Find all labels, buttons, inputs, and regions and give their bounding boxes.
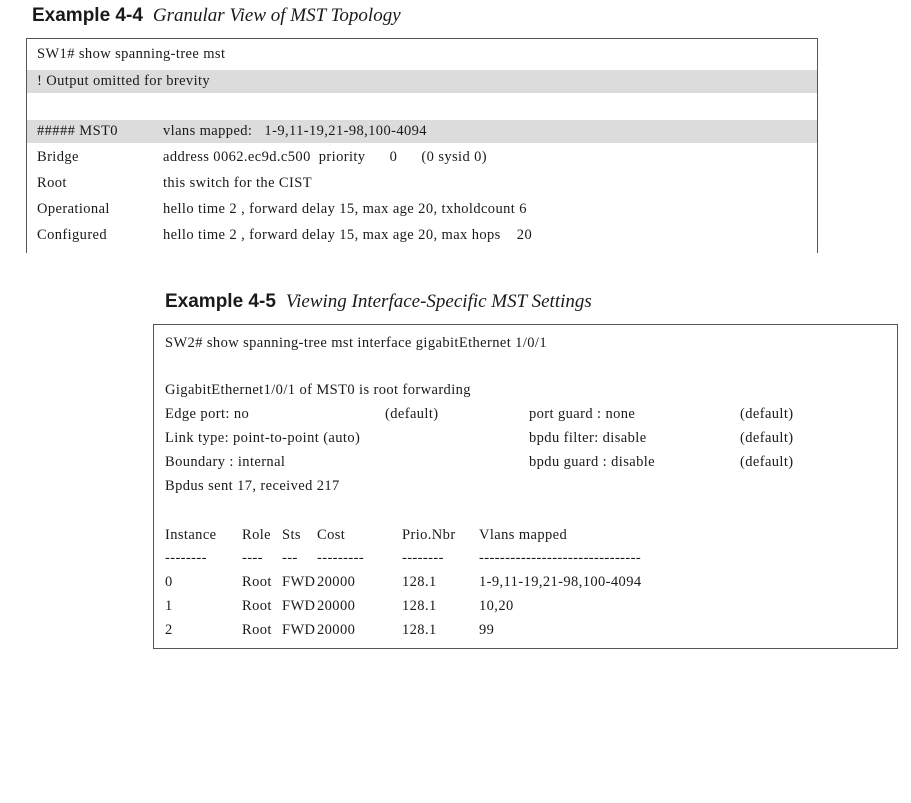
- setting-c: port guard : none: [529, 406, 636, 422]
- header-cost: Cost: [317, 527, 346, 543]
- code-line-link-type: [154, 427, 897, 450]
- cell-vlans-mapped: 99: [479, 622, 495, 638]
- setting-b: (default): [385, 406, 439, 422]
- code-line-omitted: [27, 70, 817, 93]
- cell-cost: 20000: [317, 622, 356, 638]
- omitted-text: ! Output omitted for brevity: [37, 73, 211, 89]
- setting-c: bpdu filter: disable: [529, 430, 647, 446]
- cell-sts: FWD: [282, 574, 316, 590]
- cell-cost: 20000: [317, 574, 356, 590]
- cell-instance: 2: [165, 622, 173, 638]
- table-row: [154, 571, 897, 594]
- code-line-boundary: [154, 451, 897, 474]
- code-line-root: [27, 172, 817, 195]
- setting-a: Boundary : internal: [165, 454, 286, 470]
- example-4-4-heading: [32, 4, 401, 28]
- cell-instance: 1: [165, 598, 173, 614]
- setting-a: Edge port: no: [165, 406, 250, 422]
- code-line-status: [154, 379, 897, 402]
- cell-role: Root: [242, 598, 272, 614]
- code-line-bridge: [27, 146, 817, 169]
- code-line-mst0: [27, 120, 817, 143]
- setting-d: (default): [740, 430, 794, 446]
- cell-cost: 20000: [317, 598, 356, 614]
- code-line-bpdus: [154, 475, 897, 498]
- code-line-edge-port: [154, 403, 897, 426]
- command-text: SW2# show spanning-tree mst interface gigabitEthernet 1/0/1: [165, 335, 547, 351]
- row-value: this switch for the CIST: [163, 175, 312, 191]
- cell-role: Root: [242, 622, 272, 638]
- table-row: [154, 595, 897, 618]
- cell-sts: FWD: [282, 598, 316, 614]
- row-label: Bridge: [37, 149, 79, 165]
- cell-prio-nbr: 128.1: [402, 622, 437, 638]
- header-prio-nbr: Prio.Nbr: [402, 527, 456, 543]
- code-line-operational: [27, 198, 817, 221]
- code-line-configured: [27, 224, 817, 247]
- setting-c: bpdu guard : disable: [529, 454, 655, 470]
- status-text: GigabitEthernet1/0/1 of MST0 is root forwarding: [165, 382, 471, 398]
- header-instance: Instance: [165, 527, 217, 543]
- row-label: Configured: [37, 227, 108, 243]
- example-title: Granular View of MST Topology: [152, 5, 401, 26]
- row-label: Root: [37, 175, 67, 191]
- dash: -------------------------------: [479, 550, 642, 566]
- header-role: Role: [242, 527, 271, 543]
- header-vlans-mapped: Vlans mapped: [479, 527, 568, 543]
- bpdus-text: Bpdus sent 17, received 217: [165, 478, 340, 494]
- cell-prio-nbr: 128.1: [402, 574, 437, 590]
- header-sts: Sts: [282, 527, 301, 543]
- command-text: SW1# show spanning-tree mst: [37, 46, 226, 62]
- row-value: hello time 2 , forward delay 15, max age 20, max hops 20: [163, 227, 533, 243]
- dash: --------: [165, 550, 207, 566]
- example-4-4-code-box: [26, 38, 818, 253]
- code-line-command: [27, 43, 817, 66]
- example-number: Example 4-5: [165, 291, 276, 312]
- example-4-5-heading: [165, 290, 592, 314]
- dash: ---: [282, 550, 298, 566]
- mst-label: ##### MST0: [37, 123, 118, 139]
- cell-prio-nbr: 128.1: [402, 598, 437, 614]
- table-row: [154, 619, 897, 642]
- cell-instance: 0: [165, 574, 173, 590]
- cell-vlans-mapped: 1-9,11-19,21-98,100-4094: [479, 574, 642, 590]
- cell-vlans-mapped: 10,20: [479, 598, 514, 614]
- example-4-5-code-box: [153, 324, 898, 649]
- setting-d: (default): [740, 406, 794, 422]
- table-header-row: [154, 524, 897, 547]
- dash: ---------: [317, 550, 365, 566]
- cell-sts: FWD: [282, 622, 316, 638]
- cell-role: Root: [242, 574, 272, 590]
- example-title: Viewing Interface-Specific MST Settings: [285, 291, 592, 312]
- example-number: Example 4-4: [32, 5, 143, 26]
- table-dash-row: [154, 547, 897, 570]
- setting-d: (default): [740, 454, 794, 470]
- mst-vlans: vlans mapped: 1-9,11-19,21-98,100-4094: [163, 123, 427, 139]
- dash: --------: [402, 550, 444, 566]
- row-label: Operational: [37, 201, 110, 217]
- code-line-command: [154, 332, 897, 355]
- dash: ----: [242, 550, 263, 566]
- row-value: address 0062.ec9d.c500 priority 0 (0 sysid 0): [163, 149, 488, 165]
- setting-a: Link type: point-to-point (auto): [165, 430, 361, 446]
- row-value: hello time 2 , forward delay 15, max age 20, txholdcount 6: [163, 201, 527, 217]
